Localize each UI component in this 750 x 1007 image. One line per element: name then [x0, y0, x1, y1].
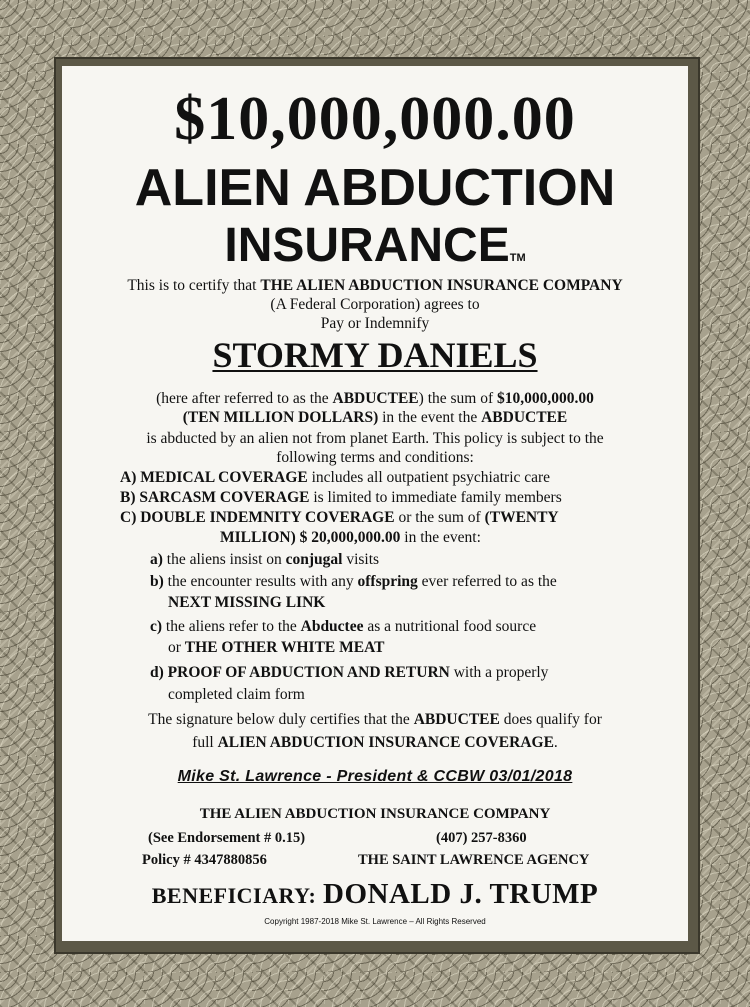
title-line-2 [62, 218, 688, 273]
event-b-line-2 [168, 593, 688, 612]
certificate [62, 66, 688, 941]
certify-line-3: Pay or Indemnify [320, 315, 430, 332]
title-insurance: INSURANCE [224, 219, 510, 272]
event-text: visits [342, 551, 380, 568]
event-a [150, 550, 688, 569]
event-label: d) [150, 664, 164, 681]
beneficiary [62, 878, 688, 911]
condition-text: includes all outpatient psychiatric care [307, 469, 551, 486]
condition-title: MEDICAL COVERAGE [140, 469, 308, 486]
closing-text: . [553, 734, 558, 751]
event-keyword: conjugal [285, 551, 343, 568]
event-text: ever referred to as the [417, 573, 557, 590]
coverage-name: ALIEN ABDUCTION INSURANCE COVERAGE [217, 734, 554, 751]
abductee-term: ABDUCTEE [413, 711, 500, 728]
closing-text: does qualify for [499, 711, 602, 728]
terms-text: ) the sum of [418, 390, 498, 407]
event-keyword: PROOF OF ABDUCTION AND RETURN [163, 664, 450, 681]
event-text: the encounter results with any [163, 573, 358, 590]
title-line-1: ALIEN ABDUCTION [134, 159, 616, 217]
trademark-mark: TM [509, 252, 526, 264]
closing-text: full [192, 734, 218, 751]
event-c [150, 617, 688, 636]
condition-c-line-2 [220, 528, 688, 547]
policy-amount: $10,000,000.00 [174, 85, 576, 153]
event-text: the aliens refer to the [162, 618, 301, 635]
sum-words: (TEN MILLION DOLLARS) [182, 409, 379, 426]
closing-text: The signature below duly certifies that the [148, 711, 414, 728]
policy-number: Policy # 4347880856 [142, 852, 267, 868]
condition-title: DOUBLE INDEMNITY COVERAGE [140, 509, 395, 526]
event-keyword: NEXT MISSING LINK [168, 594, 326, 611]
company-name: THE ALIEN ABDUCTION INSURANCE COMPANY [199, 806, 551, 822]
sum-amount: $10,000,000.00 [497, 390, 594, 407]
copyright: Copyright 1987-2018 Mike St. Lawrence – All Rights Reserved [264, 917, 486, 926]
condition-text: in the event: [400, 529, 481, 546]
terms-line-4: following terms and conditions: [276, 449, 474, 466]
condition-label: A) [120, 469, 141, 486]
event-label: b) [150, 573, 164, 590]
event-d [150, 663, 688, 682]
abductee-term: ABDUCTEE [481, 409, 568, 426]
condition-label: B) [120, 489, 140, 506]
event-keyword: Abductee [300, 618, 364, 635]
event-text: the aliens insist on [162, 551, 286, 568]
agency-name: THE SAINT LAWRENCE AGENCY [358, 852, 590, 868]
event-label: c) [150, 618, 163, 635]
phone-number: (407) 257-8360 [436, 830, 527, 846]
event-keyword: THE OTHER WHITE MEAT [184, 639, 385, 656]
terms-text: (here after referred to as the [156, 390, 333, 407]
company-name-inline: THE ALIEN ABDUCTION INSURANCE COMPANY [260, 277, 623, 294]
event-text: as a nutritional food source [363, 618, 537, 635]
abductee-term: ABDUCTEE [332, 390, 419, 407]
terms-line-1 [62, 389, 688, 408]
event-text: with a properly [449, 664, 549, 681]
closing-line-1 [62, 710, 688, 729]
condition-text: or the sum of [394, 509, 485, 526]
signature: Mike St. Lawrence - President & CCBW 03/01/2018 [177, 768, 573, 785]
event-label: a) [150, 551, 163, 568]
certify-line-1 [62, 276, 688, 295]
terms-line-2 [62, 408, 688, 427]
condition-amount: (TWENTY [484, 509, 559, 526]
condition-c [120, 508, 688, 527]
condition-b [120, 488, 688, 507]
event-text: or [168, 639, 185, 656]
beneficiary-name: DONALD J. TRUMP [323, 878, 599, 910]
closing-line-2 [62, 733, 688, 752]
condition-title: SARCASM COVERAGE [139, 489, 310, 506]
beneficiary-label: BENEFICIARY: [151, 883, 317, 908]
event-keyword: offspring [357, 573, 418, 590]
event-c-line-2 [168, 638, 688, 657]
certify-line-2: (A Federal Corporation) agrees to [270, 296, 480, 313]
condition-amount: MILLION) $ 20,000,000.00 [220, 529, 401, 546]
endorsement: (See Endorsement # 0.15) [148, 830, 306, 846]
terms-text: in the event the [378, 409, 482, 426]
condition-label: C) [120, 509, 141, 526]
condition-a [120, 468, 688, 487]
certify-text: This is to certify that [127, 277, 261, 294]
terms-line-3: is abducted by an alien not from planet Earth. This policy is subject to the [146, 430, 604, 447]
event-b [150, 572, 688, 591]
insured-name: STORMY DANIELS [212, 335, 538, 375]
event-d-line-2: completed claim form [168, 686, 305, 703]
condition-text: is limited to immediate family members [309, 489, 562, 506]
